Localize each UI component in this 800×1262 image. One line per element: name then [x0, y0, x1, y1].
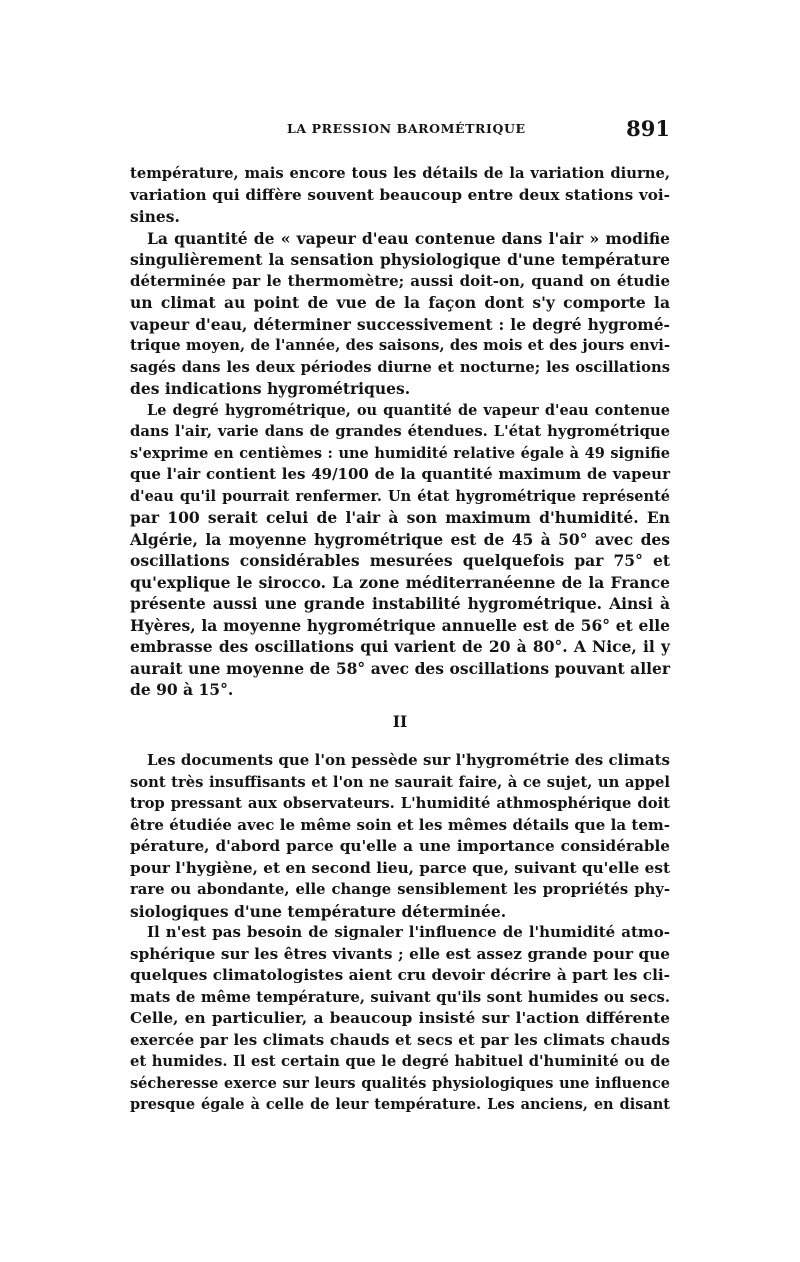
running-title: LA PRESSION BAROMÉTRIQUE [287, 121, 526, 136]
text-line: qu'explique le sirocco. La zone méditerranéenne de la France [130, 572, 670, 592]
text-line: température, mais encore tous les détails de la variation diurne, [130, 165, 670, 182]
text-line: exercée par les climats chauds et secs et par les climats chauds [130, 1030, 670, 1049]
text-line: singulièrement la sensation physiologique d'une température [130, 250, 670, 269]
text-line: et humides. Il est certain que le degré habituel d'huminité ou de [130, 1053, 670, 1070]
text-line: Hyères, la moyenne hygrométrique annuelle est de 56° et elle [130, 615, 670, 635]
text-line: variation qui diffère souvent beaucoup entre deux stations voi- [130, 185, 670, 204]
text-block-2 [130, 750, 670, 1116]
text-line: s'exprime en centièmes : une humidité relative égale à 49 signifie [130, 444, 670, 462]
text-line: Le degré hygrométrique, ou quantité de vapeur d'eau contenue [147, 401, 670, 419]
text-line: Celle, en particulier, a beaucoup insisté sur l'action différente [130, 1009, 670, 1027]
text-line: sphérique sur les êtres vivants ; elle est assez grande pour que [130, 944, 670, 963]
text-line: sont très insuffisants et l'on ne saurait faire, à ce sujet, un appel [130, 773, 670, 791]
text-line: aurait une moyenne de 58° avec des oscillations pouvant aller [130, 658, 670, 678]
text-line: pour l'hygiène, et en second lieu, parce que, suivant qu'elle est [130, 858, 670, 877]
text-line: dans l'air, varie dans de grandes étendues. L'état hygrométrique [130, 423, 670, 440]
text-line: d'eau qu'il pourrait renfermer. Un état hygrométrique représenté [130, 487, 670, 505]
text-line: sagés dans les deux périodes diurne et nocturne; les oscillations [130, 358, 670, 376]
text-line: sécheresse exerce sur leurs qualités physiologiques une influence [130, 1074, 670, 1092]
text-line: sines. [130, 207, 180, 226]
text-line: par 100 serait celui de l'air à son maximum d'humidité. En [130, 508, 670, 527]
text-line: Les documents que l'on pessède sur l'hygrométrie des climats [147, 751, 670, 769]
text-block-1 [130, 163, 670, 701]
text-line: des indications hygrométriques. [130, 379, 411, 398]
text-line: pérature, d'abord parce qu'elle a une importance considérable [130, 837, 670, 855]
text-line: de 90 à 15°. [130, 680, 234, 699]
text-line: embrasse des oscillations qui varient de 20 à 80°. A Nice, il y [130, 637, 670, 656]
text-line: déterminée par le thermomètre; aussi doit-on, quand on étudie [130, 271, 670, 290]
text-line: Algérie, la moyenne hygrométrique est de 45 à 50° avec des [130, 529, 670, 549]
text-line: quelques climatologistes aient cru devoir décrire à part les cli- [130, 966, 670, 984]
text-line: un climat au point de vue de la façon dont s'y comporte la [130, 293, 670, 312]
section-numeral: II [392, 712, 408, 731]
page-number: 891 [626, 116, 670, 141]
text-line: Il n'est pas besoin de signaler l'influence de l'humidité atmo- [147, 923, 670, 941]
text-line: trop pressant aux observateurs. L'humidité athmosphérique doit [130, 795, 670, 812]
text-line: oscillations considérables mesurées quelquefois par 75° et [130, 551, 670, 570]
text-line: presque égale à celle de leur température. Les anciens, en disant [130, 1096, 670, 1113]
text-line: présente aussi une grande instabilité hygrométrique. Ainsi à [130, 594, 670, 613]
text-line: mats de même température, suivant qu'ils sont humides ou secs. [130, 988, 670, 1006]
text-line: que l'air contient les 49/100 de la quantité maximum de vapeur [130, 465, 670, 483]
page-header [130, 118, 670, 148]
text-line: siologiques d'une température déterminée. [130, 901, 507, 921]
text-line: rare ou abondante, elle change sensiblement les propriétés phy- [130, 881, 670, 898]
text-line: trique moyen, de l'année, des saisons, des mois et des jours envi- [130, 337, 670, 354]
text-line: vapeur d'eau, déterminer successivement : le degré hygromé- [130, 314, 670, 334]
text-line: La quantité de « vapeur d'eau contenue dans l'air » modifie [147, 228, 670, 248]
text-line: être étudiée avec le même soin et les mêmes détails que la tem- [130, 815, 670, 834]
